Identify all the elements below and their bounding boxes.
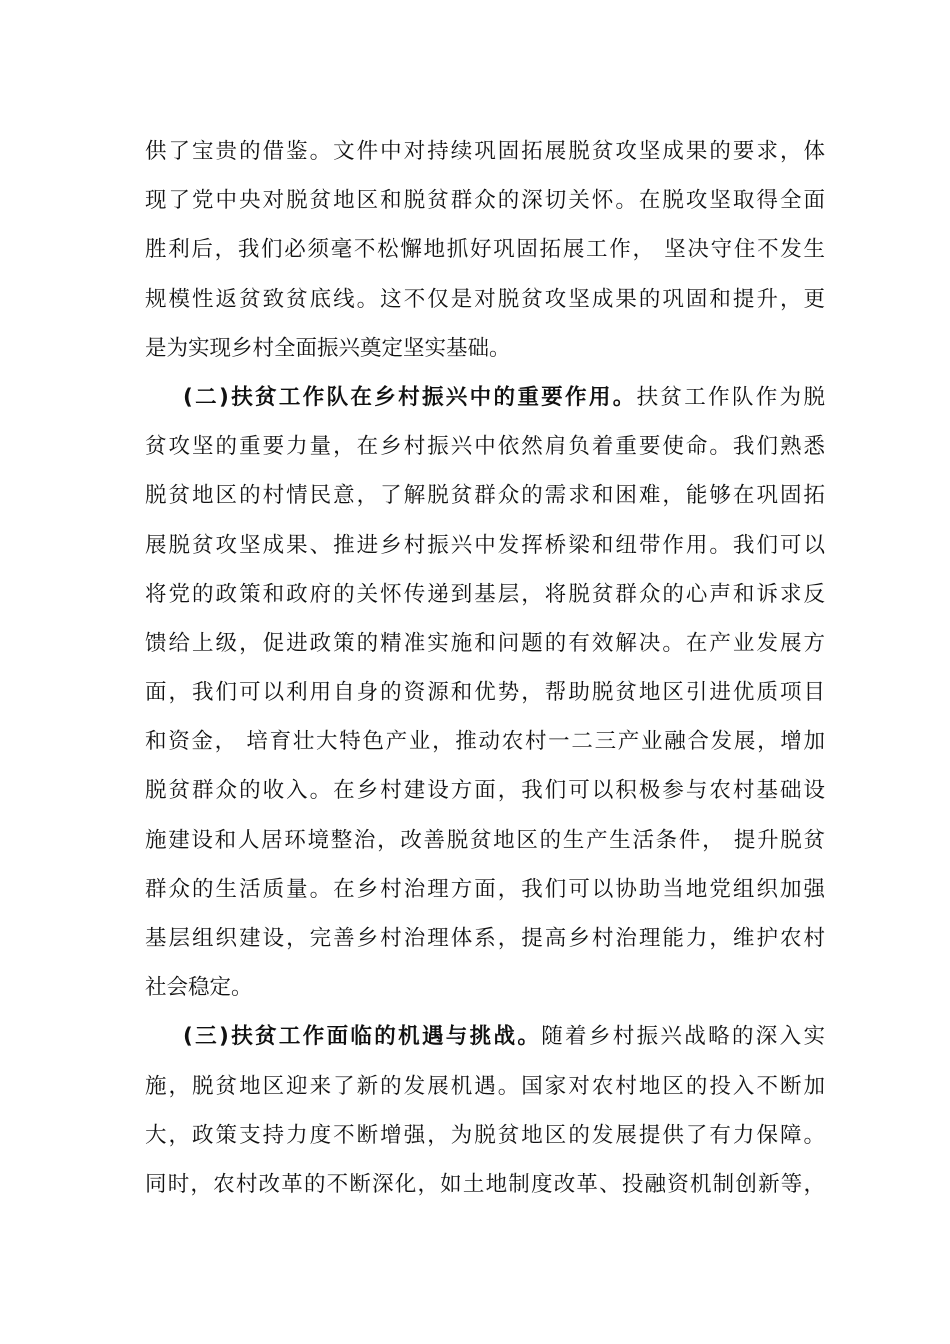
paragraph-first-line bbox=[145, 1012, 825, 1061]
paragraph-line: 大，政策支持力度不断增强，为脱贫地区的发展提供了有力保障。 bbox=[145, 1122, 825, 1148]
heading-followup-text: 扶贫工作队作为脱 bbox=[636, 384, 825, 410]
paragraph-line: 展脱贫攻坚成果、推进乡村振兴中发挥桥梁和纽带作用。我们可以 bbox=[145, 532, 825, 558]
paragraph-line: 施，脱贫地区迎来了新的发展机遇。国家对农村地区的投入不断加 bbox=[145, 1073, 825, 1099]
heading-followup-text: 随着乡村振兴战略的深入实 bbox=[541, 1024, 825, 1050]
paragraph-line: 施建设和人居环境整治，改善脱贫地区的生产生活条件， 提升脱贫 bbox=[145, 827, 825, 853]
paragraph-line: 贫攻坚的重要力量，在乡村振兴中依然肩负着重要使命。我们熟悉 bbox=[145, 434, 825, 460]
paragraph-line: 现了党中央对脱贫地区和脱贫群众的深切关怀。在脱攻坚取得全面 bbox=[145, 188, 825, 214]
paragraph-line: 将党的政策和政府的关怀传递到基层，将脱贫群众的心声和诉求反 bbox=[145, 581, 825, 607]
paragraph-1 bbox=[145, 127, 825, 373]
paragraph-line: 脱贫地区的村情民意，了解脱贫群众的需求和困难，能够在巩固拓 bbox=[145, 483, 825, 509]
paragraph-line: 胜利后，我们必须毫不松懈地抓好巩固拓展工作， 坚决守住不发生 bbox=[145, 237, 825, 263]
paragraph-2 bbox=[145, 373, 825, 1012]
paragraph-line: 规模性返贫致贫底线。这不仅是对脱贫攻坚成果的巩固和提升，更 bbox=[145, 286, 825, 312]
paragraph-first-line bbox=[145, 373, 825, 422]
paragraph-line: 供了宝贵的借鉴。文件中对持续巩固拓展脱贫攻坚成果的要求，体 bbox=[145, 139, 825, 164]
document-body bbox=[145, 127, 825, 1209]
paragraph-3 bbox=[145, 1012, 825, 1209]
section-heading: (三)扶贫工作面临的机遇与挑战。 bbox=[183, 1024, 542, 1050]
paragraph-line: 同时，农村改革的不断深化，如土地制度改革、投融资机制创新等， bbox=[145, 1171, 825, 1197]
paragraph-line: 面，我们可以利用自身的资源和优势，帮助脱贫地区引进优质项目 bbox=[145, 680, 825, 706]
paragraph-line: 脱贫群众的收入。在乡村建设方面，我们可以积极参与农村基础设 bbox=[145, 778, 825, 804]
paragraph-line: 基层组织建设，完善乡村治理体系，提高乡村治理能力，维护农村 bbox=[145, 926, 825, 951]
paragraph-line: 社会稳定。 bbox=[145, 975, 253, 1001]
paragraph-line: 群众的生活质量。在乡村治理方面，我们可以协助当地党组织加强 bbox=[145, 876, 825, 902]
paragraph-line: 和资金， 培育壮大特色产业，推动农村一二三产业融合发展，增加 bbox=[145, 729, 825, 755]
section-heading: (二)扶贫工作队在乡村振兴中的重要作用。 bbox=[183, 384, 637, 410]
paragraph-line: 馈给上级，促进政策的精准实施和问题的有效解决。在产业发展方 bbox=[145, 630, 825, 656]
paragraph-line: 是为实现乡村全面振兴奠定坚实基础。 bbox=[145, 335, 511, 361]
